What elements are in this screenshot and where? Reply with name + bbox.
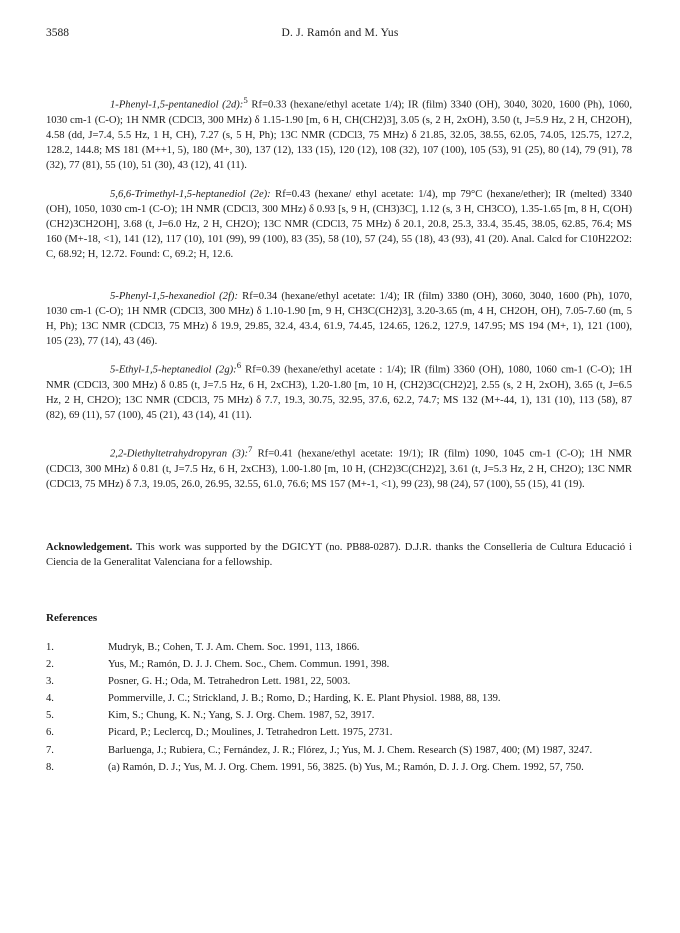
reference-text: Mudryk, B.; Cohen, T. J. Am. Chem. Soc. 1991, 113, 1866. [108,642,360,653]
compound-2g-paragraph [46,358,632,423]
compound-2d-paragraph [46,93,632,173]
acknowledgement-text: This work was supported by the DGICYT (no. PB88-0287). D.J.R. thanks the Conselleria de Cultura Educació i Ciencia de la Generalitat Valenciana for a fellowship. [46,542,632,569]
reference-text: Yus, M.; Ramón, D. J. J. Chem. Soc., Chem. Commun. 1991, 398. [108,659,390,671]
compound-name: 5-Phenyl-1,5-hexanediol (2f): [110,291,238,302]
citation-ref: 7 [248,444,253,454]
reference-number: 8. [46,761,54,773]
reference-number: 2. [46,659,54,671]
reference-item [46,743,636,758]
reference-number: 7. [46,744,54,756]
acknowledgement-paragraph [46,540,632,570]
reference-number: 1. [46,642,54,653]
compound-data: Rf=0.41 (hexane/ethyl acetate: 19/1); IR (film) 1090, 1045 cm-1 (C-O); 1H NMR (CDCl3, 300 MHz) δ 0.81 (t, J=7.5 Hz, 6 H, 2xCH3), 1.00-1.80 [m, 10 H, (CH2)3C(CH2)2], 3.61 (t, J=5.3 Hz, 2 H, CH2O); 13C NMR (CDCl3, 75 MHz) δ 7.3, 19.05, 26.0, 26.95, 32.55, 61.0, 76.6; MS 157 (M+-1, <1), 99 (23), 98 (24), 57 (100), 55 (15), 41 (19). [46,448,632,490]
reference-text: (a) Ramón, D. J.; Yus, M. J. Org. Chem. 1991, 56, 3825. (b) Yus, M.; Ramón, D. J. J. Org. Chem. 1992, 57, 750. [108,761,584,773]
reference-item [46,708,636,723]
compound-2f-paragraph [46,289,632,349]
references-list [46,640,636,777]
compound-2e-paragraph [46,187,632,262]
reference-text: Barluenga, J.; Rubiera, C.; Fernández, J. R.; Flórez, J.; Yus, M. J. Chem. Research (S) 1987, 400; (M) 1987, 3247. [108,744,593,756]
acknowledgement-label: Acknowledgement. [46,542,133,553]
compound-data: Rf=0.34 (hexane/ethyl acetate: 1/4); IR (film) 3380 (OH), 3060, 3040, 1600 (Ph), 1070, 1030 cm-1 (C-O); 1H NMR (CDCl3, 300 MHz) δ 1.10-1.90 [m, 9 H, CH3C(CH2)3], 3.20-3.65 (m, 4 H, CH2OH, OH), 7.05-7.60 (m, 5 H, Ph); 13C NMR (CDCl3, 75 MHz) δ 19.9, 29.85, 32.4, 43.4, 61.9, 74.45, 124.65, 126.2, 127.9, 147.95; MS 194 (M+, 1), 121 (100), 105 (23), 77 (14), 43 (46). [46,291,633,348]
compound-3-paragraph [46,442,632,492]
reference-item [46,674,636,689]
reference-text: Pommerville, J. C.; Strickland, J. B.; Romo, D.; Harding, K. E. Plant Physiol. 1988, 88, 139. [108,693,501,705]
reference-item [46,691,636,706]
reference-text: Picard, P.; Leclercq, D.; Moulines, J. Tetrahedron Lett. 1975, 2731. [108,727,393,739]
reference-number: 6. [46,727,54,739]
reference-number: 5. [46,710,54,722]
reference-item [46,725,636,740]
compound-name: 5-Ethyl-1,5-heptanediol (2g): [110,364,237,376]
compound-data: Rf=0.39 (hexane/ethyl acetate : 1/4); IR (film) 3360 (OH), 1080, 1060 cm-1 (C-O); 1H NMR (CDCl3, 300 MHz) δ 0.85 (t, J=7.5 Hz, 6 H, 2xCH3), 1.20-1.80 [m, 10 H, (CH2)3C(CH2)2], 2.55 (s, 2 H, 2xOH), 3.65 (t, J=6.5 Hz, 2 H, CH2O); 13C NMR (CDCl3, 75 MHz) δ 7.7, 19.3, 30.75, 32.95, 37.6, 62.2, 74.7; MS 132 (M+-44, 1), 131 (10), 113 (58), 87 (82), 69 (11), 57 (100), 45 (21), 43 (14), 41 (11). [46,364,632,421]
compound-name: 5,6,6-Trimethyl-1,5-heptanediol (2e): [110,189,271,200]
compound-name: 1-Phenyl-1,5-pentanediol (2d): [110,99,244,111]
compound-name: 2,2-Diethyltetrahydropyran (3): [110,448,249,460]
page-number: 3588 [46,27,69,39]
compound-data: Rf=0.33 (hexane/ethyl acetate 1/4); IR (film) 3340 (OH), 3040, 3020, 1600 (Ph), 1060, 1030 cm-1 (C-O); 1H NMR (CDCl3, 300 MHz) δ 1.15-1.90 [m, 6 H, CH(CH2)3], 3.05 (s, 2 H, 2xOH), 3.50 (t, J=5.9 Hz, 2 H, CH2OH), 4.58 (dd, J=7.4, 5.5 Hz, 1 H, CH), 7.27 (s, 5 H, Ph); 13C NMR (CDCl3, 75 MHz) δ 21.85, 32.05, 38.55, 62.05, 74.05, 125.75, 127.2, 128.2, 144.8; MS 181 (M++1, 5), 180 (M+, 30), 137 (12), 133 (15), 120 (12), 108 (32), 107 (100), 105 (53), 91 (25), 80 (14), 79 (91), 78 (32), 77 (81), 55 (10), 51 (30), 43 (12), 41 (11). [46,99,632,171]
compound-data: Rf=0.43 (hexane/ ethyl acetate: 1/4), mp 79°C (hexane/ether); IR (melted) 3340 (OH), 1050, 1030 cm-1 (C-O); 1H NMR (CDCl3, 300 MHz) δ 0.93 [s, 9 H, (CH3)3C], 1.12 (s, 3 H, CH3CO), 1.35-1.65 [m, 8 H, C(OH)(CH2)3CH2OH], 3.68 (t, J=6.0 Hz, 2 H, CH2O); 13C NMR (CDCl3, 75 MHz) δ 20.1, 20.8, 25.3, 33.4, 35.45, 38.05, 62.85, 76.4; MS 160 (M+-18, <1), 141 (12), 117 (10), 101 (99), 99 (100), 83 (35), 58 (10), 57 (24), 55 (18), 43 (93), 41 (20). Anal. Calcd for C10H22O2: C, 68.92; H, 12.72. Found: C, 69.2; H, 12.6. [46,189,632,261]
reference-number: 3. [46,676,54,688]
reference-text: Posner, G. H.; Oda, M. Tetrahedron Lett. 1981, 22, 5003. [108,676,351,688]
running-header-authors: D. J. Ramón and M. Yus [281,27,399,39]
reference-item [46,657,636,672]
reference-item [46,760,636,775]
reference-text: Kim, S.; Chung, K. N.; Yang, S. J. Org. Chem. 1987, 52, 3917. [108,710,375,722]
reference-number: 4. [46,693,54,705]
citation-ref: 6 [236,360,242,370]
reference-item [46,640,636,655]
citation-ref: 5 [243,95,248,105]
references-heading: References [46,612,98,624]
